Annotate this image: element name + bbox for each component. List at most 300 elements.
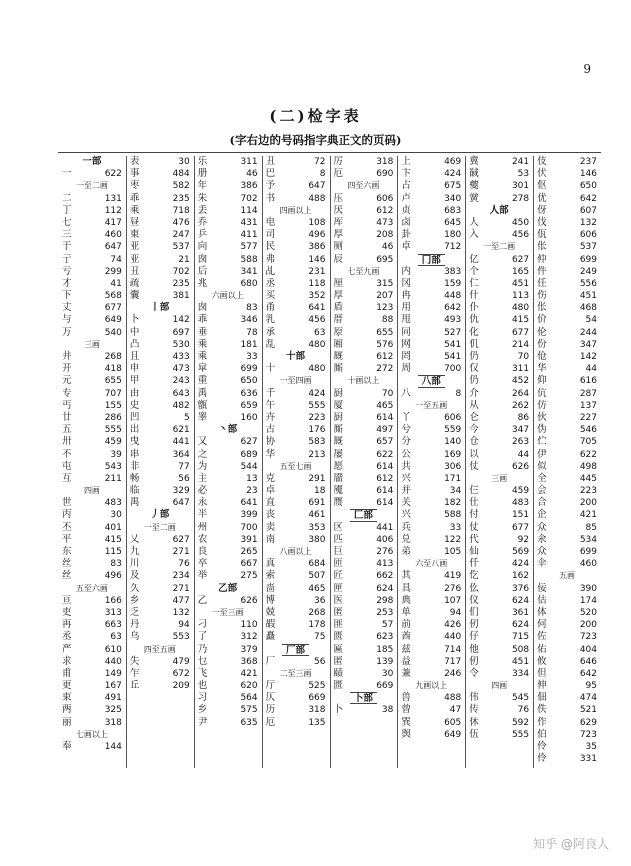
entry-page-number: 700: [240, 522, 258, 533]
entry-character: 厄: [265, 716, 276, 728]
entry-character: 曾: [401, 704, 411, 716]
index-entry: [469, 412, 529, 424]
entry-page-number: 699: [579, 254, 597, 265]
entry-character: 书: [265, 192, 276, 204]
entry-character: 厨: [333, 387, 344, 399]
entry-page-number: 459: [511, 486, 530, 497]
entry-character: 卦: [401, 229, 411, 241]
radical-heading-label: 丶部: [218, 424, 238, 436]
entry-character: 承: [265, 326, 276, 338]
index-entry: [537, 205, 597, 217]
index-entry: [130, 241, 190, 253]
entry-page-number: 38: [381, 705, 394, 716]
entry-character: 化: [469, 326, 479, 338]
entry-character: 仪: [469, 594, 479, 606]
entry-page-number: 315: [376, 278, 394, 289]
entry-character: 束: [62, 692, 72, 704]
entry-character: 赜: [333, 667, 344, 679]
index-entry: [537, 339, 597, 351]
entry-character: 任: [537, 277, 547, 289]
entry-page-number: 498: [579, 461, 597, 472]
index-entry: [266, 327, 326, 339]
entry-page-number: 520: [579, 607, 597, 618]
entry-page-number: 623: [376, 632, 394, 643]
entry-page-number: 30: [110, 510, 122, 521]
entry-page-number: 649: [104, 315, 122, 326]
entry-character: 九: [129, 546, 140, 557]
stroke-count-heading: 五至七画: [279, 461, 312, 471]
entry-page-number: 122: [444, 534, 462, 545]
entry-page-number: 577: [240, 242, 258, 253]
entry-page-number: 404: [579, 644, 597, 655]
index-entry: [401, 607, 461, 619]
index-entry: [401, 656, 461, 668]
index-entry: [198, 205, 258, 217]
entry-character: 乖: [197, 314, 208, 326]
entry-character: 个: [469, 265, 479, 277]
entry-character: 乌: [129, 631, 140, 643]
index-entry: [401, 522, 461, 534]
entry-character: 魇: [333, 485, 344, 497]
entry-character: 非: [129, 460, 140, 472]
entry-character: 囱: [197, 302, 208, 314]
entry-character: 佞: [537, 582, 547, 594]
index-entry: [537, 717, 597, 729]
entry-page-number: 451: [511, 656, 530, 667]
entry-character: 付: [469, 509, 479, 521]
entry-page-number: 271: [172, 583, 190, 594]
index-entry: [469, 485, 529, 497]
index-entry: [130, 278, 190, 290]
entry-page-number: 456: [511, 230, 530, 241]
index-entry: [266, 388, 326, 400]
index-entry: [198, 193, 258, 205]
entry-character: 卒: [197, 558, 208, 570]
entry-page-number: 564: [240, 693, 258, 704]
radical-heading: [130, 509, 190, 521]
index-entry: [537, 412, 597, 424]
index-entry: [401, 327, 461, 339]
index-entry: [401, 704, 461, 716]
entry-page-number: 165: [511, 266, 530, 277]
entry-page-number: 200: [579, 620, 597, 631]
entry-character: 乡: [197, 704, 208, 716]
index-entry: [62, 692, 122, 704]
entry-page-number: 234: [172, 571, 190, 582]
entry-page-number: 626: [240, 595, 258, 606]
entry-page-number: 555: [308, 400, 326, 411]
entry-character: 仕: [469, 497, 479, 509]
index-entry: [401, 424, 461, 436]
entry-character: 又: [197, 436, 208, 448]
index-entry: [198, 497, 258, 509]
radical-heading-label: 厂部: [282, 644, 309, 656]
entry-page-number: 331: [579, 754, 597, 765]
entry-page-number: 311: [511, 364, 530, 375]
radical-heading: [198, 424, 258, 436]
index-entry: [334, 388, 394, 400]
stroke-count-heading: 四画: [83, 486, 100, 496]
entry-page-number: 160: [240, 412, 258, 423]
entry-page-number: 264: [511, 388, 530, 399]
entry-character: 厩: [333, 436, 344, 448]
entry-character: 也: [197, 680, 208, 692]
index-entry: [334, 522, 394, 534]
index-entry: [537, 266, 597, 278]
radical-heading-label: 一部: [82, 156, 102, 167]
radical-heading-label: 丿部: [150, 509, 170, 521]
radical-heading: [401, 254, 461, 266]
entry-character: 会: [537, 485, 547, 497]
index-entry: [266, 558, 326, 570]
entry-page-number: 421: [579, 510, 597, 521]
radical-heading-label: 乙部: [218, 582, 238, 594]
entry-character: 什: [469, 290, 479, 302]
entry-page-number: 627: [172, 534, 190, 545]
entry-character: 舆: [401, 728, 411, 740]
index-entry: [130, 424, 190, 436]
entry-character: 仰: [537, 375, 547, 387]
entry-character: 丽: [62, 716, 72, 728]
index-entry: [198, 717, 258, 729]
entry-character: 仔: [469, 631, 479, 643]
entry-character: 厮: [333, 363, 344, 375]
column-divider: [126, 156, 127, 768]
entry-page-number: 610: [104, 644, 122, 655]
entry-page-number: 441: [172, 437, 190, 448]
entry-character: 仞: [469, 619, 479, 631]
index-entry: [537, 193, 597, 205]
entry-page-number: 21: [178, 254, 190, 265]
entry-page-number: 677: [104, 303, 122, 314]
index-entry: [334, 607, 394, 619]
index-entry: [130, 558, 190, 570]
entry-page-number: 530: [172, 339, 190, 350]
index-entry: [537, 302, 597, 314]
entry-character: 甬: [265, 302, 276, 314]
index-entry: [401, 619, 461, 631]
entry-page-number: 483: [511, 498, 530, 509]
entry-character: 份: [537, 338, 547, 350]
index-entry: [537, 741, 597, 753]
entry-page-number: 94: [449, 607, 462, 618]
entry-character: 了: [197, 631, 208, 643]
entry-character: 卓: [265, 485, 276, 497]
index-entry: [198, 339, 258, 351]
index-entry: [401, 290, 461, 302]
entry-page-number: 63: [110, 632, 122, 643]
entry-character: 兢: [265, 606, 276, 618]
entry-character: 仫: [469, 582, 479, 594]
entry-page-number: 406: [376, 534, 394, 545]
entry-page-number: 112: [104, 205, 122, 216]
entry-character: 厢: [333, 338, 344, 350]
entry-page-number: 667: [240, 559, 258, 570]
entry-character: 亚: [129, 253, 140, 265]
entry-character: 乳: [265, 314, 276, 326]
entry-character: 乘: [129, 204, 140, 216]
entry-character: 压: [333, 192, 344, 204]
stroke-count-heading: 一至二画: [483, 242, 516, 252]
index-entry: [537, 546, 597, 558]
entry-page-number: 483: [104, 498, 122, 509]
entry-page-number: 237: [579, 157, 597, 167]
entry-character: 厚: [333, 290, 344, 302]
index-entry: [130, 314, 190, 326]
entry-character: 五: [62, 424, 72, 436]
index-entry: [334, 327, 394, 339]
index-entry: [334, 217, 394, 229]
index-entry: [198, 254, 258, 266]
entry-page-number: 399: [240, 510, 258, 521]
entry-character: 但: [537, 667, 547, 679]
entry-page-number: 622: [104, 169, 122, 180]
entry-character: 网: [401, 338, 411, 350]
entry-character: 仍: [469, 375, 479, 387]
index-entry: [62, 595, 122, 607]
index-entry: [130, 156, 190, 168]
entry-character: 价: [537, 314, 547, 326]
index-entry: [130, 595, 190, 607]
index-entry: [62, 205, 122, 217]
index-entry: [266, 619, 326, 631]
entry-character: 伧: [537, 351, 547, 362]
entry-character: 协: [265, 436, 276, 448]
entry-page-number: 144: [104, 742, 122, 752]
entry-page-number: 146: [579, 169, 597, 180]
index-entry: [401, 509, 461, 521]
index-entry: [537, 241, 597, 253]
entry-character: 仓: [469, 436, 479, 448]
index-entry: [537, 534, 597, 546]
entry-page-number: 386: [240, 181, 258, 192]
entry-page-number: 541: [444, 352, 462, 362]
entry-page-number: 718: [172, 205, 190, 216]
index-entry: [537, 595, 597, 607]
entry-page-number: 672: [172, 668, 190, 679]
entry-page-number: 105: [444, 547, 462, 557]
entry-character: 曳: [129, 436, 140, 448]
index-entry: [401, 692, 461, 704]
index-entry: [62, 314, 122, 326]
stroke-count-heading: 三画: [83, 339, 100, 349]
entry-character: 兹: [401, 643, 411, 655]
index-entry: [401, 595, 461, 607]
entry-page-number: 346: [240, 315, 258, 326]
entry-page-number: 311: [240, 157, 258, 167]
entry-page-number: 8: [455, 388, 462, 399]
entry-character: 乒: [197, 229, 208, 241]
entry-page-number: 612: [376, 205, 394, 216]
index-entry: [266, 229, 326, 241]
entry-character: 刁: [197, 619, 208, 631]
entry-character: 申: [129, 363, 140, 375]
radical-heading: [266, 351, 326, 363]
index-entry: [334, 229, 394, 241]
entry-page-number: 110: [240, 620, 258, 631]
entry-page-number: 649: [444, 729, 462, 740]
entry-page-number: 211: [104, 473, 122, 484]
entry-character: 乘: [197, 351, 208, 362]
entry-character: 午: [265, 399, 276, 411]
index-entry: [469, 266, 529, 278]
entry-character: 伞: [537, 558, 547, 570]
entry-page-number: 107: [444, 595, 462, 606]
entry-page-number: 76: [178, 559, 190, 570]
entry-page-number: 482: [172, 400, 190, 411]
entry-character: 卜: [129, 314, 140, 326]
index-entry: [537, 729, 597, 741]
index-entry: [401, 497, 461, 509]
stroke-count-heading: 四至五画: [143, 644, 176, 654]
index-entry: [537, 217, 597, 229]
entry-page-number: 527: [444, 327, 462, 338]
radical-heading: [334, 509, 394, 521]
entry-page-number: 534: [579, 534, 597, 545]
entry-character: 佃: [537, 692, 547, 704]
stroke-count-heading: 十画以上: [347, 376, 380, 386]
index-entry: [198, 522, 258, 534]
entry-page-number: 440: [104, 656, 122, 667]
entry-character: 氽: [537, 533, 547, 545]
entry-character: 再: [62, 619, 72, 631]
entry-page-number: 712: [444, 242, 462, 253]
entry-character: 具: [401, 582, 411, 594]
entry-page-number: 329: [172, 486, 190, 497]
stroke-count-heading: 二至三画: [279, 668, 312, 678]
entry-character: 三: [62, 229, 72, 241]
entry-character: 丙: [62, 509, 72, 521]
index-entry: [334, 656, 394, 668]
entry-character: 兑: [401, 533, 411, 545]
index-column: [401, 156, 461, 768]
entry-character: 盾: [333, 302, 344, 314]
index-entry: [537, 436, 597, 448]
stroke-count-heading: 四画以上: [279, 205, 312, 215]
entry-page-number: 606: [579, 230, 597, 241]
entry-page-number: 92: [517, 534, 530, 545]
entry-page-number: 622: [579, 449, 597, 460]
entry-character: 仡: [469, 570, 479, 582]
entry-page-number: 493: [444, 315, 462, 326]
index-entry: [469, 168, 529, 180]
entry-character: 伎: [537, 156, 547, 167]
entry-page-number: 208: [376, 230, 394, 241]
index-entry: [334, 193, 394, 205]
entry-character: 平: [62, 533, 72, 545]
entry-character: 开: [62, 363, 72, 375]
index-entry: [401, 351, 461, 363]
entry-page-number: 582: [172, 181, 190, 192]
entry-character: 丈: [62, 302, 72, 314]
entry-character: 半: [197, 509, 208, 521]
index-entry: [334, 485, 394, 497]
entry-page-number: 452: [511, 376, 530, 387]
index-entry: [469, 522, 529, 534]
entry-character: 其: [401, 570, 411, 582]
entry-character: 更: [62, 680, 72, 692]
entry-page-number: 413: [376, 559, 394, 570]
index-entry: [469, 314, 529, 326]
entry-page-number: 271: [172, 547, 190, 557]
entry-character: 单: [401, 606, 411, 618]
index-entry: [334, 473, 394, 485]
entry-page-number: 53: [517, 169, 530, 180]
index-entry: [334, 631, 394, 643]
radical-heading-label: 冂部: [418, 254, 445, 266]
index-column: [469, 156, 529, 768]
entry-page-number: 151: [511, 510, 530, 521]
index-entry: [401, 193, 461, 205]
entry-character: 囊: [129, 290, 140, 302]
entry-character: 乃: [197, 643, 208, 655]
entry-character: 兴: [401, 509, 411, 521]
entry-character: 同: [401, 326, 411, 338]
entry-page-number: 583: [308, 437, 326, 448]
index-entry: [62, 497, 122, 509]
index-entry: [537, 363, 597, 375]
entry-page-number: 424: [444, 169, 462, 180]
entry-character: 厩: [333, 351, 344, 362]
entry-page-number: 83: [246, 303, 258, 314]
index-entry: [469, 619, 529, 631]
index-entry: [130, 449, 190, 461]
index-entry: [62, 266, 122, 278]
entry-page-number: 695: [376, 254, 394, 265]
entry-character: 从: [469, 399, 479, 411]
entry-character: 卓: [401, 241, 411, 253]
index-entry: [198, 631, 258, 643]
entry-character: 丫: [401, 411, 411, 423]
entry-page-number: 691: [308, 498, 326, 509]
entry-character: 休: [469, 716, 479, 728]
column-divider: [330, 156, 331, 768]
entry-character: 仉: [469, 338, 479, 350]
entry-page-number: 663: [104, 620, 122, 631]
entry-character: 亿: [469, 253, 479, 265]
index-entry: [401, 388, 461, 400]
index-entry: [469, 400, 529, 412]
entry-character: 佑: [537, 643, 547, 655]
entry-page-number: 299: [104, 266, 122, 277]
entry-page-number: 63: [314, 327, 326, 338]
entry-page-number: 614: [376, 486, 394, 497]
entry-character: 用: [401, 302, 411, 314]
entry-character: 与: [62, 314, 72, 326]
index-entry: [62, 644, 122, 656]
entry-character: 疏: [129, 277, 140, 289]
entry-character: 丘: [129, 680, 140, 692]
entry-page-number: 23: [246, 486, 258, 497]
entry-page-number: 180: [444, 230, 462, 241]
entry-page-number: 525: [308, 681, 326, 692]
entry-character: 企: [537, 509, 547, 521]
entry-page-number: 426: [444, 620, 462, 631]
entry-page-number: 46: [246, 169, 258, 180]
entry-character: 禺: [129, 497, 140, 509]
entry-character: 伫: [537, 436, 547, 448]
entry-character: 州: [197, 521, 208, 533]
index-entry: [469, 534, 529, 546]
entry-character: 畅: [129, 472, 140, 484]
index-entry: [130, 363, 190, 375]
index-entry: [334, 290, 394, 302]
entry-character: 亍: [62, 253, 72, 265]
index-entry: [537, 327, 597, 339]
index-entry: [130, 668, 190, 680]
entry-page-number: 159: [444, 278, 462, 289]
entry-page-number: 74: [110, 254, 122, 265]
